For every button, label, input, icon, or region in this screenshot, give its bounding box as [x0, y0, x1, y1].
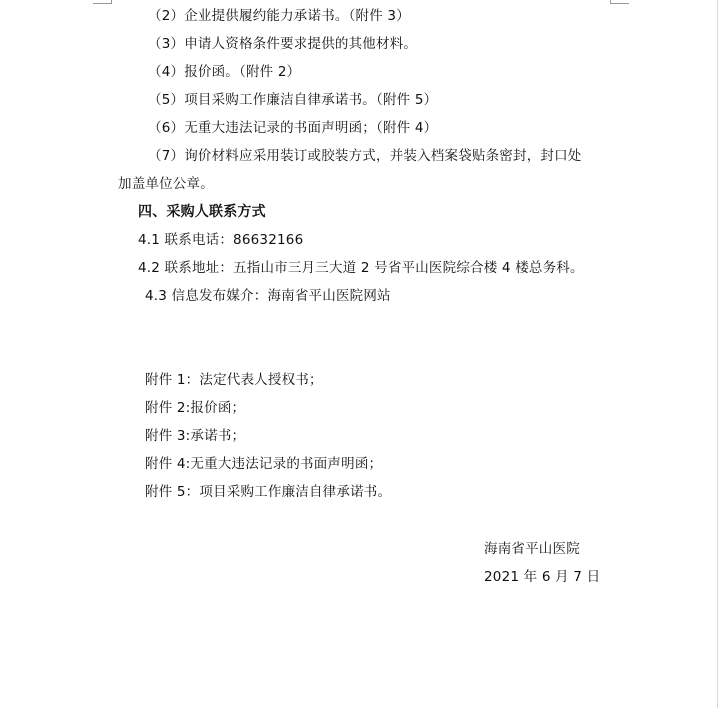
requirement-item-7-continuation: 加盖单位公章。: [118, 176, 214, 192]
attachment-item-1: 附件 1：法定代表人授权书；: [145, 372, 323, 388]
page-edge-divider: [717, 0, 718, 708]
requirement-item-6: （6）无重大违法记录的书面声明函；（附件 4）: [148, 120, 438, 136]
attachment-item-4: 附件 4:无重大违法记录的书面声明函；: [145, 456, 383, 472]
attachment-item-5: 附件 5：项目采购工作廉洁自律承诺书。: [145, 484, 392, 500]
requirement-item-7: （7）询价材料应采用装订或胶装方式，并装入档案袋贴条密封，封口处: [148, 148, 582, 164]
attachment-item-3: 附件 3:承诺书；: [145, 428, 246, 444]
attachment-item-2: 附件 2:报价函；: [145, 400, 246, 416]
page-corner-mark-right: [610, 0, 629, 4]
contact-address: 4.2 联系地址：五指山市三月三大道 2 号省平山医院综合楼 4 楼总务科。: [138, 260, 584, 276]
signature-organization: 海南省平山医院: [484, 541, 580, 557]
page-corner-mark-left: [93, 0, 112, 4]
requirement-item-3: （3）申请人资格条件要求提供的其他材料。: [148, 36, 418, 52]
contact-phone: 4.1 联系电话：86632166: [138, 232, 304, 248]
contact-media: 4.3 信息发布媒介：海南省平山医院网站: [145, 288, 391, 304]
requirement-item-5: （5）项目采购工作廉洁自律承诺书。（附件 5）: [148, 92, 438, 108]
requirement-item-2: （2）企业提供履约能力承诺书。（附件 3）: [148, 8, 410, 24]
requirement-item-4: （4）报价函。（附件 2）: [148, 64, 301, 80]
contact-section-heading: 四、采购人联系方式: [138, 204, 266, 220]
signature-date: 2021 年 6 月 7 日: [484, 569, 601, 585]
